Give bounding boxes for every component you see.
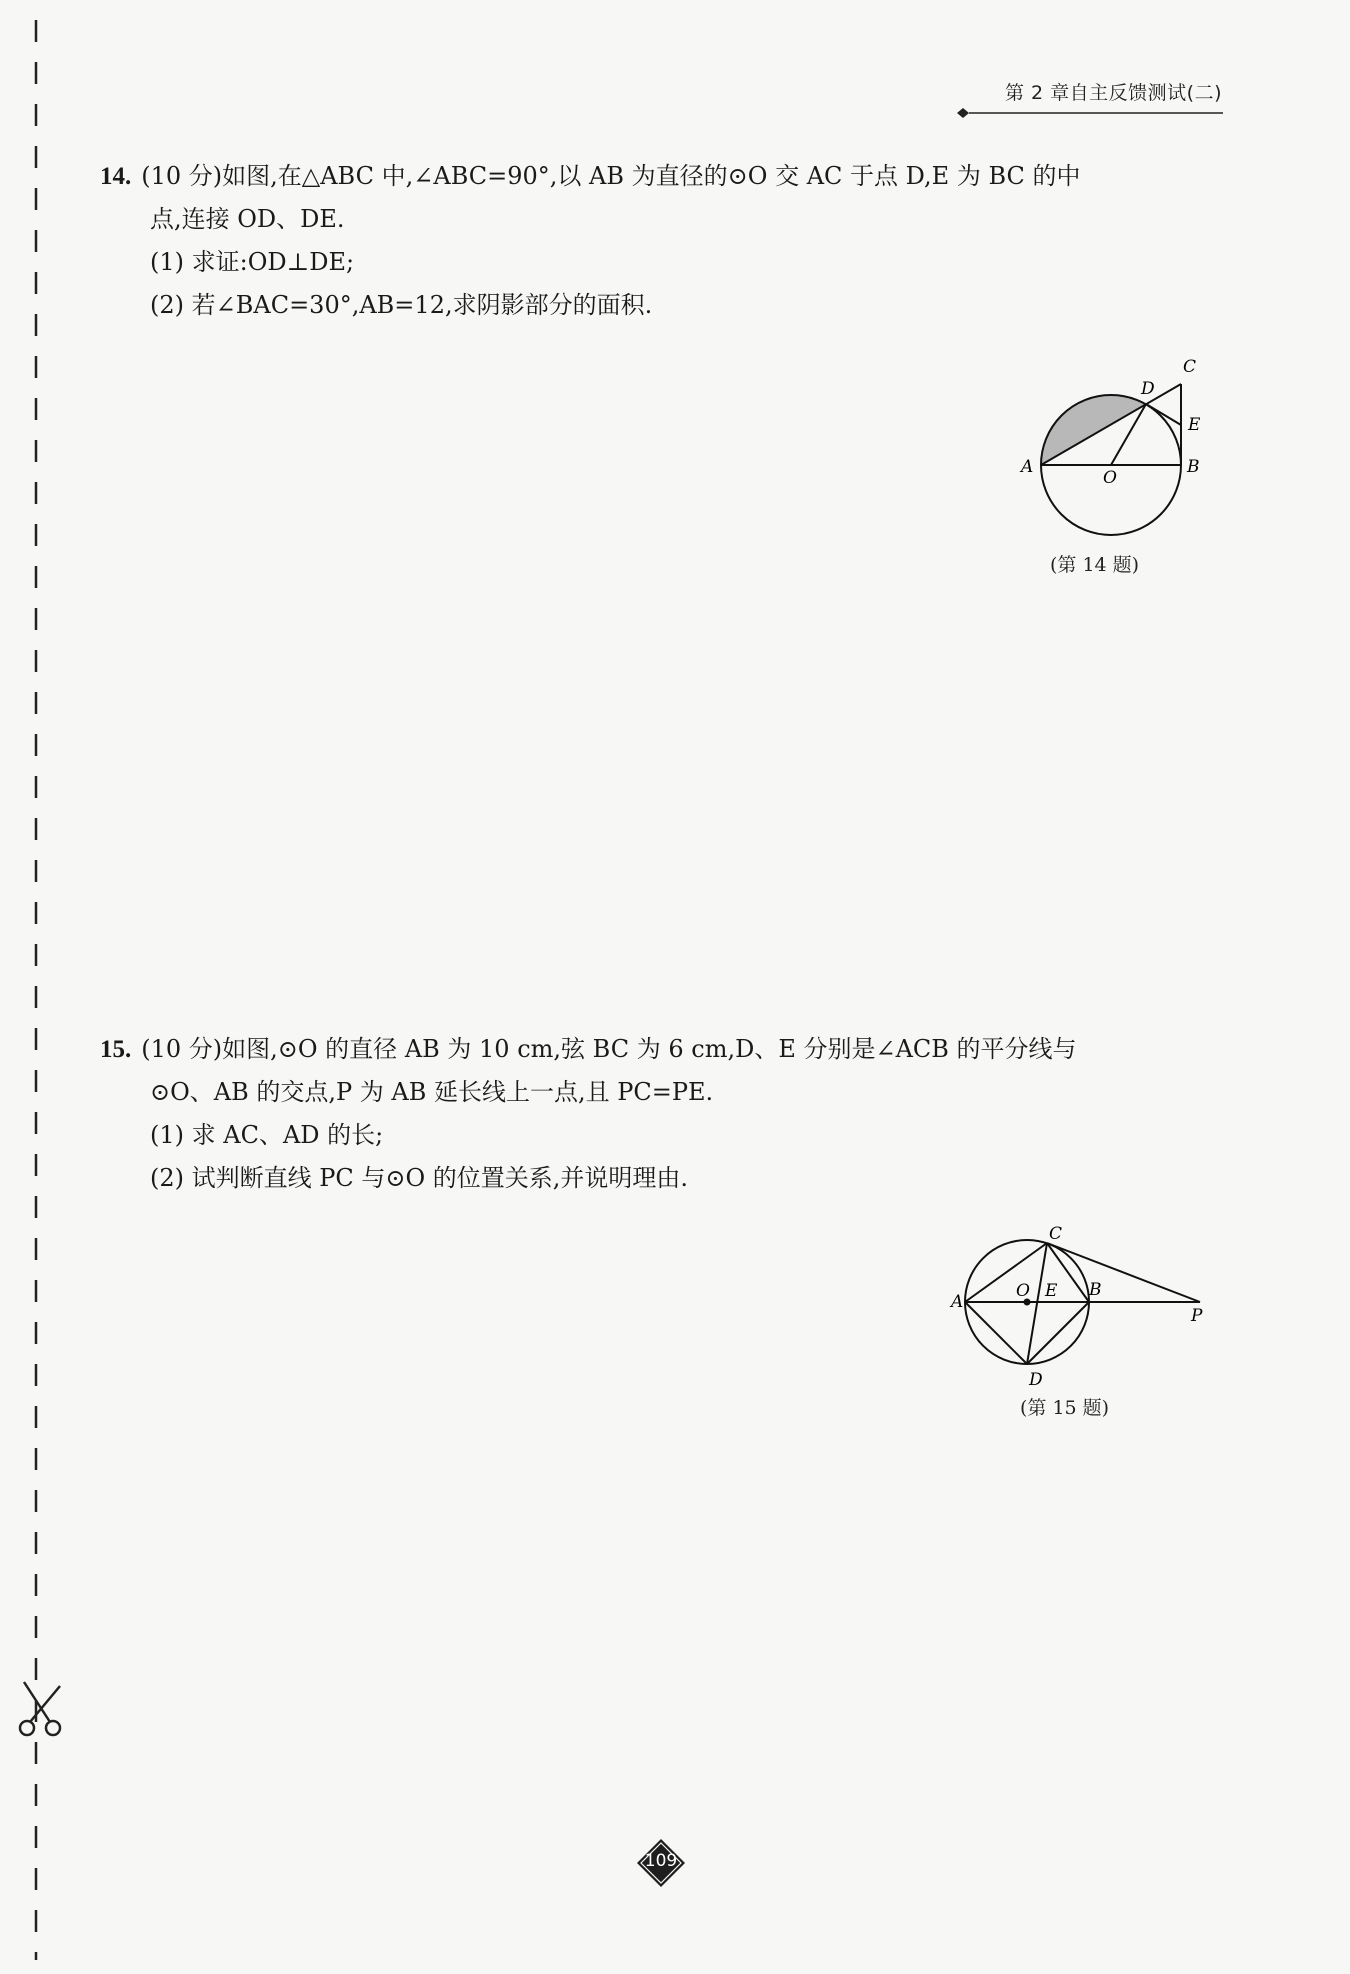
- figure-15-caption: (第 15 题): [1020, 1397, 1110, 1419]
- q14-line1: [100, 155, 1230, 198]
- label-o: O: [1103, 468, 1117, 488]
- label-e: E: [1045, 1281, 1058, 1301]
- cut-line: [32, 20, 40, 1960]
- label-c: C: [1183, 357, 1197, 377]
- label-p: P: [1191, 1306, 1203, 1326]
- figure-14-caption: (第 14 题): [1050, 554, 1140, 576]
- q14-part1: (1) 求证:OD⊥DE;: [150, 248, 355, 276]
- segment-cp: [1047, 1243, 1200, 1302]
- question-15: [100, 1028, 1230, 1200]
- q14-part2: (2) 若∠BAC=30°,AB=12,求阴影部分的面积.: [150, 291, 653, 319]
- q15-part2: (2) 试判断直线 PC 与⊙O 的位置关系,并说明理由.: [150, 1164, 689, 1192]
- q14-text-line2: 点,连接 OD、DE.: [150, 205, 345, 233]
- label-d: D: [1141, 379, 1155, 399]
- label-b: B: [1187, 457, 1200, 477]
- segment-de: [1146, 404, 1181, 425]
- q15-text-line1: (10 分)如图,⊙O 的直径 AB 为 10 cm,弦 BC 为 6 cm,D、E 分别是∠ACB 的平分线与: [141, 1035, 1077, 1063]
- q15-text-line2: ⊙O、AB 的交点,P 为 AB 延长线上一点,且 PC=PE.: [150, 1078, 714, 1106]
- figure-15: [945, 1225, 1215, 1385]
- q15-line1: [100, 1028, 1230, 1071]
- chapter-header: 第 2 章自主反馈测试(二): [1005, 82, 1222, 104]
- label-a: A: [1021, 457, 1034, 477]
- label-c: C: [1049, 1225, 1063, 1244]
- label-d: D: [1029, 1370, 1043, 1385]
- label-b: B: [1089, 1280, 1102, 1300]
- q15-part1: (1) 求 AC、AD 的长;: [150, 1121, 384, 1149]
- q14-text-line1: (10 分)如图,在△ABC 中,∠ABC=90°,以 AB 为直径的⊙O 交 AC 于点 D,E 为 BC 的中: [141, 162, 1081, 190]
- q15-number: 15.: [100, 1036, 132, 1063]
- label-o: O: [1016, 1281, 1030, 1301]
- label-e: E: [1188, 415, 1201, 435]
- q14-number: 14.: [100, 163, 132, 190]
- question-14: [100, 155, 1230, 327]
- figure-14: [1015, 350, 1215, 550]
- header-rule: [955, 108, 1225, 118]
- page-number: 109: [644, 1851, 678, 1871]
- label-a: A: [951, 1292, 964, 1312]
- segment-ac: [965, 1243, 1047, 1302]
- scissors-icon: [14, 1676, 66, 1740]
